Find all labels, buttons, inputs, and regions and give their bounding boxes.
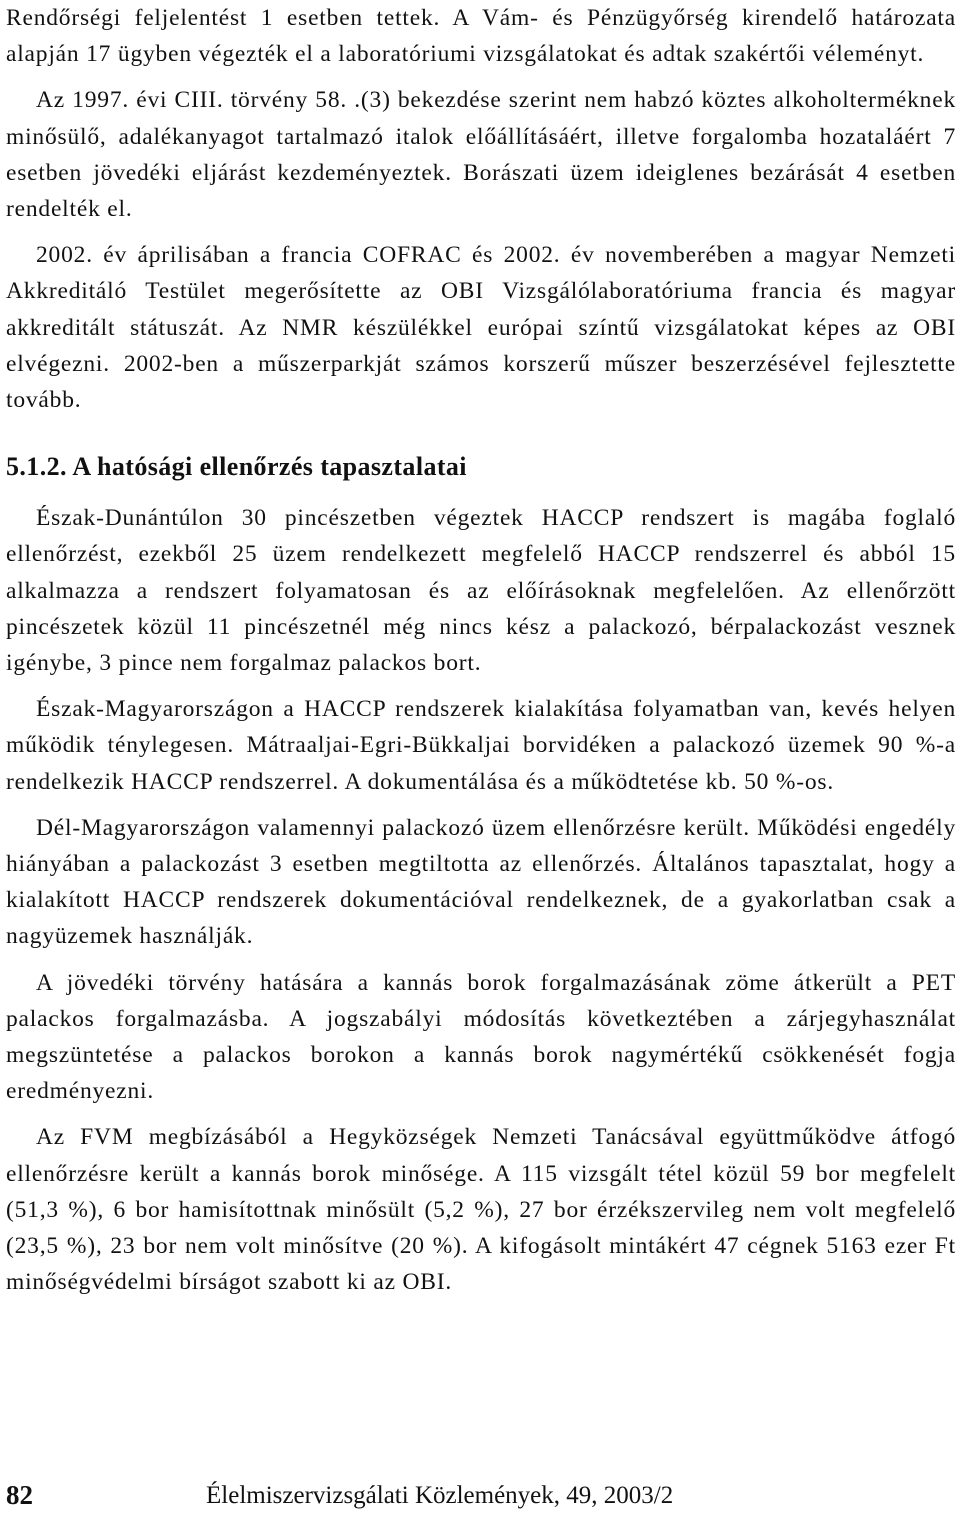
paragraph-north-hungary: Észak-Magyarországon a HACCP rendszerek kialakítása folyamatban van, kevés helyen működik ténylegesen. Mátraaljai-Egri-Bükkaljai borvidéken a palackozó üzemek 90 %-a rendelkezik HACCP rendszerrel. A dokumentálása és a működtetése kb. 50 %-os. bbox=[6, 696, 956, 795]
paragraph-excise-effect: A jövedéki törvény hatására a kannás borok forgalmazásának zöme átkerült a PET palackos forgalmazásba. A jogszabályi módosítás következtében a zárjegyhasználat megszüntetése a palackos borokon a kannás borok nagymértékű csökkenését fogja eredményezni. bbox=[6, 969, 956, 1105]
spacer bbox=[6, 418, 956, 434]
page-number: 82 bbox=[6, 1480, 33, 1510]
paragraph-fvm-inspection: Az FVM megbízásából a Hegyközségek Nemzeti Tanácsával együttműködve átfogó ellenőrzésre került a kannás borok minősége. A 115 vizsgált tétel közül 59 bor megfelelt (51,3 %), 6 bor hamisítottnak minősült (5,2 %), 27 bor érzékszervileg nem volt megfelelő (23,5 %), 23 bor nem volt minősítve (20 %). A kifogásolt mintákért 47 cégnek 5163 ezer Ft minőségvédelmi bírságot szabott ki az OBI. bbox=[6, 1124, 956, 1296]
paragraph-excise-law: Az 1997. évi CIII. törvény 58. .(3) bekezdése szerint nem habzó köztes alkoholterméknek minősülő, adalékanyagot tartalmazó italok előállításáért, illetve forgalomba hozataláért 7 esetben jövedéki eljárást kezdeményeztek. Borászati üzem ideiglenes bezárását 4 esetben rendelték el. bbox=[6, 87, 956, 223]
section-heading: 5.1.2. A hatósági ellenőrzés tapasztalatai bbox=[6, 452, 467, 482]
document-page bbox=[6, 0, 956, 1301]
paragraph-police-report: Rendőrségi feljelentést 1 esetben tettek. A Vám- és Pénzügyőrség kirendelő határozata alapján 17 ügyben végezték el a laboratóriumi vizsgálatokat és adtak szakértői véleményt. bbox=[6, 5, 956, 68]
spacer bbox=[6, 1109, 956, 1119]
spacer bbox=[6, 434, 956, 450]
spacer bbox=[6, 227, 956, 237]
spacer bbox=[6, 681, 956, 691]
page-footer bbox=[6, 1480, 956, 1516]
spacer bbox=[6, 72, 956, 82]
journal-reference: Élelmiszervizsgálati Közlemények, 49, 2003/2 bbox=[206, 1482, 674, 1509]
spacer bbox=[6, 955, 956, 965]
spacer bbox=[6, 800, 956, 810]
paragraph-south-hungary: Dél-Magyarországon valamennyi palackozó üzem ellenőrzésre került. Működési engedély hiányában a palackozást 3 esetben megtiltotta az ellenőrzés. Általános tapasztalat, hogy a kialakított HACCP rendszerek dokumentációval rendelkeznek, de a gyakorlatban csak a nagyüzemek használják. bbox=[6, 814, 956, 950]
paragraph-accreditation: 2002. év áprilisában a francia COFRAC és 2002. év novemberében a magyar Nemzeti Akkreditáló Testület megerősítette az OBI Vizsgálólaboratóriuma francia és magyar akkreditált státuszát. Az NMR készülékkel európai színtű vizsgálatokat képes az OBI elvégezni. 2002-ben a műszerparkját számos korszerű műszer beszerzésével fejlesztette tovább. bbox=[6, 242, 956, 414]
paragraph-north-transdanubia: Észak-Dunántúlon 30 pincészetben végeztek HACCP rendszert is magába foglaló ellenőrzést, ezekből 25 üzem rendelkezett megfelelő HACCP rendszerrel és abból 15 alkalmazza a rendszert folyamatosan és az előírásoknak megfelelően. Az ellenőrzött pincészetek közül 11 pincészetnél még nincs kész a palackozó, bérpalackozást vesznek igénybe, 3 pince nem forgalmaz palackos bort. bbox=[6, 505, 956, 677]
spacer bbox=[6, 484, 956, 500]
